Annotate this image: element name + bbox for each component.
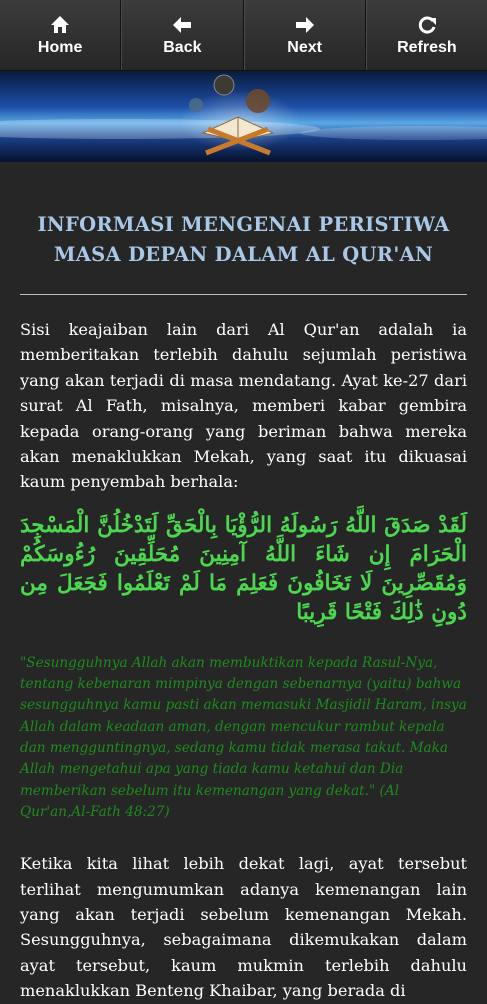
next-button[interactable]: [244, 0, 366, 70]
quran-stand-illustration: [0, 71, 487, 161]
arabic-verse: لَقَدْ صَدَقَ اللَّهُ رَسُولَهُ الرُّؤْيَا بِالْحَقِّ لَتَدْخُلُنَّ الْمَسْجِدَ الْحَرَامَ إِن شَاءَ اللَّهُ آمِنِينَ مُحَلِّقِينَ رُءُوسَكُمْ وَمُقَصِّرِينَ لَا تَخَافُونَ فَعَلِمَ مَا لَمْ تَعْلَمُوا فَجَعَلَ مِن دُونِ ذَٰلِكَ فَتْحًا قَرِيبًا: [20, 512, 467, 625]
refresh-button[interactable]: [366, 0, 487, 70]
back-button[interactable]: [121, 0, 243, 70]
arrow-left-icon: [171, 14, 193, 36]
home-icon: [49, 14, 71, 36]
title-divider: [20, 294, 467, 295]
top-navbar: [0, 0, 487, 71]
intro-paragraph: Sisi keajaiban lain dari Al Qur'an adalah ia memberitakan terlebih dahulu sejumlah peristiwa yang akan terjadi di masa mendatang. Ayat ke-27 dari surat Al Fath, misalnya, memberi kabar gembira kepada orang-orang yang beriman bahwa mereka akan menaklukkan Mekah, yang saat itu dikuasai kaum penyembah berhala:: [20, 320, 467, 492]
second-paragraph: Ketika kita lihat lebih dekat lagi, ayat tersebut terlihat mengumumkan adanya kemenangan lain yang akan terjadi sebelum kemenangan Mekah. Sesungguhnya, sebagaimana dikemukakan dalam ayat tersebut, kaum mukmin terlebih dahulu menaklukkan Benteng Khaibar, yang berada di: [20, 854, 467, 1001]
article: [0, 210, 487, 1004]
page-title: INFORMASI MENGENAI PERISTIWA MASA DEPAN DALAM AL QUR'AN: [37, 213, 450, 266]
home-label: Home: [37, 38, 83, 56]
verse-translation: "Sesungguhnya Allah akan membuktikan kepada Rasul-Nya, tentang kebenaran mimpinya dengan sebenarnya (yaitu) bahwa sesungguhnya kamu pasti akan memasuki Masjidil Haram, insya Allah dalam keadaan aman, dengan mencukur rambut kepala dan mengguntingnya, sedang kamu tidak merasa takut. Maka Allah mengetahui apa yang tiada kamu ketahui dan Dia memberikan sebelum itu kemenangan yang dekat." (Al Qur'an,Al-Fath 48:27): [20, 654, 467, 820]
header-banner: [0, 71, 487, 162]
arrow-right-icon: [294, 14, 316, 36]
next-label: Next: [287, 38, 322, 56]
refresh-icon: [416, 14, 438, 36]
back-label: Back: [163, 38, 202, 56]
home-button[interactable]: [0, 0, 121, 70]
refresh-label: Refresh: [397, 38, 457, 56]
